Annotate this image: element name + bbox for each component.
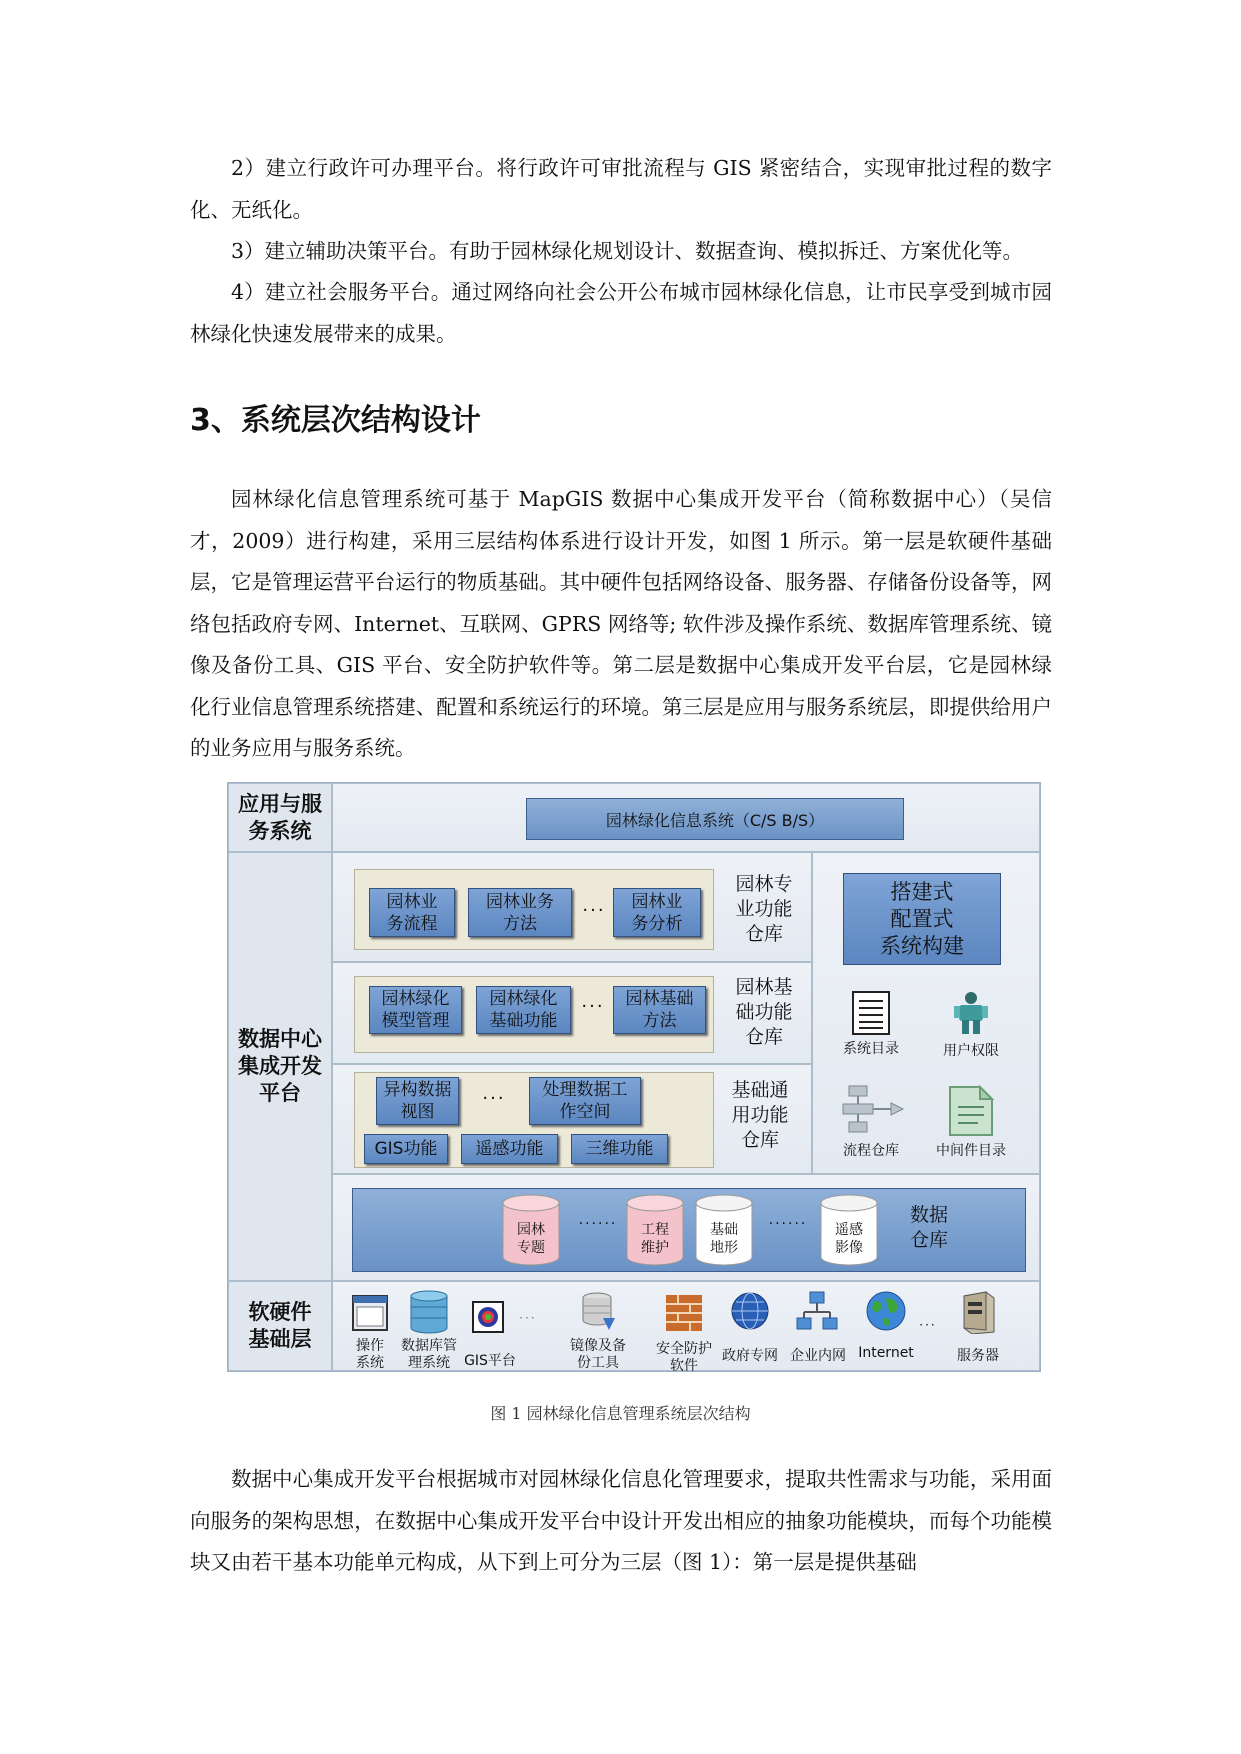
paragraph-social-service: 4）建立社会服务平台。通过网络向社会公开公布城市园林绿化信息，让市民享受到城市园林绿化快速发展带来的成果。 <box>190 280 1052 346</box>
module-business-analysis: 园林业 务分析 <box>613 888 701 937</box>
module-basic-method: 园林基础 方法 <box>613 986 706 1034</box>
ellipsis: ··· <box>482 1087 506 1109</box>
firewall-icon <box>662 1291 706 1335</box>
data-warehouse-label: 数据 仓库 <box>909 1204 948 1251</box>
figure-caption: 图 1 园林绿化信息管理系统层次结构 <box>490 1404 751 1423</box>
database-cylinder-white: 基础 地形 <box>694 1193 754 1267</box>
base-label: 服务器 <box>957 1348 999 1364</box>
gis-globe-icon <box>470 1299 506 1335</box>
base-label: 操作 系统 <box>356 1338 384 1371</box>
user-permission-icon <box>943 988 999 1038</box>
paragraph-admin-license: 2）建立行政许可办理平台。将行政许可审批流程与 GIS 紧密结合，实现审批过程的数字化、无纸化。 <box>190 156 1052 222</box>
module-3d-function: 三维功能 <box>571 1134 668 1164</box>
base-label: 数据库管 理系统 <box>401 1338 457 1371</box>
paragraph-platform-description: 数据中心集成开发平台根据城市对园林绿化信息化管理要求，提取共性需求与功能，采用面向服务的架构思想，在数据中心集成开发平台中设计开发出相应的抽象功能模块，而每个功能模块又由若干基本功能单元构成，从下到上可分为三层（图 1）：第一层是提供基础 <box>190 1467 1052 1574</box>
os-window-icon <box>350 1293 390 1333</box>
backup-disk-icon <box>574 1288 620 1336</box>
flowchart-icon <box>836 1083 912 1139</box>
module-heterogeneous-view: 异构数据 视图 <box>376 1077 459 1125</box>
tool-label: 中间件目录 <box>936 1143 1006 1159</box>
database-icon <box>406 1289 452 1335</box>
module-remote-sensing: 遥感功能 <box>461 1134 558 1164</box>
server-icon <box>956 1289 1000 1335</box>
base-label: GIS平台 <box>464 1353 516 1369</box>
layer-label-platform: 数据中心 集成开发 平台 <box>228 852 332 1281</box>
ellipsis: ...... <box>768 1212 808 1228</box>
common-function-warehouse-label: 基础通 用功能 仓库 <box>731 1078 789 1151</box>
base-label: 镜像及备 份工具 <box>570 1338 626 1371</box>
architecture-figure <box>227 782 1041 1372</box>
layer-label-base: 软硬件 基础层 <box>228 1281 332 1371</box>
ellipsis: ...... <box>578 1212 618 1228</box>
paragraph-architecture: 园林绿化信息管理系统可基于 MapGIS 数据中心集成开发平台（简称数据中心）（吴信才，2009）进行构建，采用三层结构体系进行设计开发，如图 1 所示。第一层是软硬件基础层，它是管理运营平台运行的物质基础。其中硬件包括网络设备、服务器、存储备份设备等，网络包括政府专网、Internet、互联网、GPRS 网络等; 软件涉及操作系统、数据库管理系统、镜像及备份工具、GIS 平台、安全防护软件等。第二层是数据中心集成开发平台层，它是园林绿化行业信息管理系统搭建、配置和系统运行的环境。第三层是应用与服务系统层，即提供给用户的业务应用与服务系统。 <box>190 487 1052 760</box>
base-label: 企业内网 <box>790 1348 846 1364</box>
module-model-management: 园林绿化 模型管理 <box>369 986 462 1034</box>
layer-label-app: 应用与服 务系统 <box>228 783 332 852</box>
internet-globe-icon <box>863 1288 909 1334</box>
document-list-icon <box>843 988 899 1038</box>
module-business-method: 园林业务 方法 <box>468 888 572 937</box>
ellipsis: ··· <box>582 899 606 921</box>
app-system-bar: 园林绿化信息系统（C/S B/S） <box>526 798 904 840</box>
module-data-workspace: 处理数据工 作空间 <box>529 1077 641 1125</box>
section-heading: 3、系统层次结构设计 <box>190 403 481 438</box>
middleware-catalog-icon <box>943 1083 999 1139</box>
specialized-function-warehouse-label: 园林专 业功能 仓库 <box>735 872 793 945</box>
gov-network-globe-icon <box>728 1289 772 1333</box>
tool-label: 流程仓库 <box>843 1143 899 1159</box>
ellipsis: ··· <box>919 1318 937 1332</box>
build-config-box: 搭建式 配置式 系统构建 <box>843 873 1001 965</box>
database-cylinder-pink: 工程 维护 <box>625 1193 685 1267</box>
ellipsis: ··· <box>581 995 605 1017</box>
basic-function-warehouse-label: 园林基 础功能 仓库 <box>735 975 793 1048</box>
database-cylinder-white: 遥感 影像 <box>819 1193 879 1267</box>
tool-label: 系统目录 <box>843 1041 899 1057</box>
module-gis-function: GIS功能 <box>364 1134 448 1164</box>
database-cylinder-pink: 园林 专题 <box>501 1193 561 1267</box>
module-basic-function: 园林绿化 基础功能 <box>476 986 571 1034</box>
module-business-process: 园林业 务流程 <box>369 888 455 937</box>
tool-label: 用户权限 <box>943 1043 999 1059</box>
base-label: Internet <box>858 1345 914 1361</box>
ellipsis: ··· <box>519 1311 537 1325</box>
base-label: 安全防护 软件 <box>656 1341 712 1374</box>
paragraph-decision-support: 3）建立辅助决策平台。有助于园林绿化规划设计、数据查询、模拟拆迁、方案优化等。 <box>231 239 1024 263</box>
intranet-icon <box>795 1289 839 1333</box>
base-label: 政府专网 <box>722 1348 778 1364</box>
